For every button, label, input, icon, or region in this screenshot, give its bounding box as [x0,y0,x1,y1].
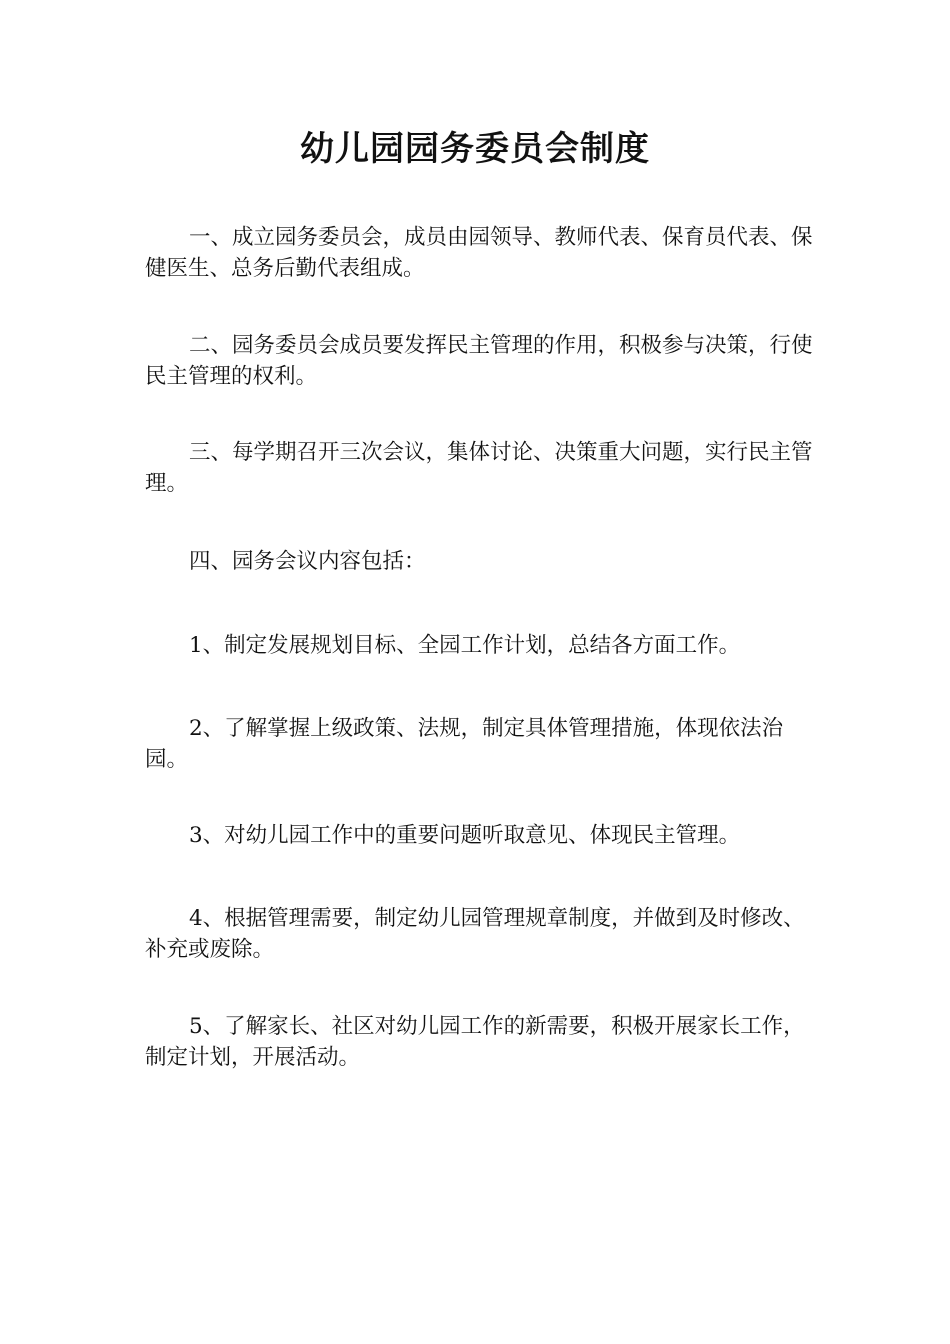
list-item-2: 2、了解掌握上级政策、法规，制定具体管理措施，体现依法治园。 [145,716,784,772]
list-item-5: 5、了解家长、社区对幼儿园工作的新需要，积极开展家长工作，制定计划，开展活动。 [145,1014,805,1070]
paragraph-1: 一、成立园务委员会，成员由园领导、教师代表、保育员代表、保健医生、总务后勤代表组成。 [145,225,813,281]
list-item-4: 4、根据管理需要，制定幼儿园管理规章制度，并做到及时修改、补充或废除。 [145,906,805,962]
list-item-1: 1、制定发展规划目标、全园工作计划，总结各方面工作。 [189,633,741,658]
list-item-3: 3、对幼儿园工作中的重要问题听取意见、体现民主管理。 [189,823,741,848]
document-title: 幼儿园园务委员会制度 [300,129,650,169]
paragraph-3: 三、每学期召开三次会议，集体讨论、决策重大问题，实行民主管理。 [145,440,813,496]
paragraph-4: 四、园务会议内容包括： [189,549,426,574]
paragraph-2: 二、园务委员会成员要发挥民主管理的作用，积极参与决策，行使民主管理的权利。 [145,333,813,389]
